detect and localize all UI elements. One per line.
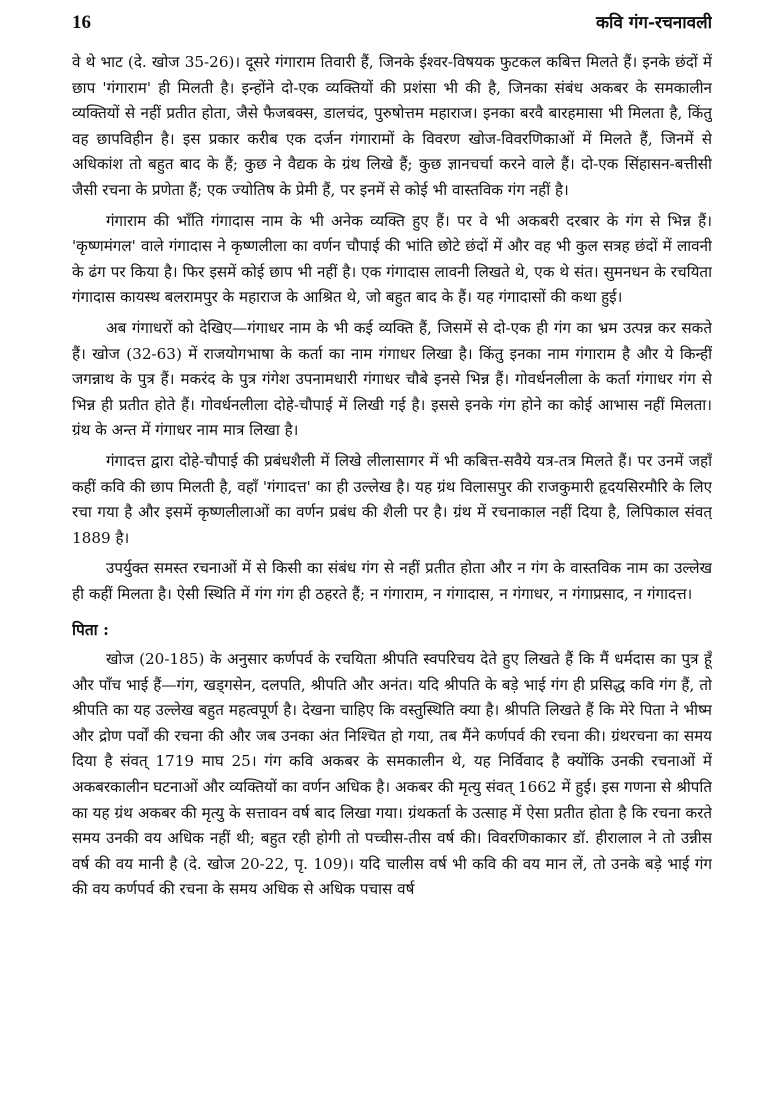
paragraph-gangadhar: अब गंगाधरों को देखिए—गंगाधर नाम के भी कई व्यक्ति हैं, जिसमें से दो-एक ही गंग का भ्रम उत्पन्न कर सकते हैं। खोज (32-63) में राजयोगभाषा के कर्ता का नाम गंगाधर लिखा है। किंतु इनका नाम गंगाराम है और ये किन्हीं जगन्नाथ के पुत्र हैं। मकरंद के पुत्र गंगेश उपनामधारी गंगाधर चौबे इनसे भिन्न हैं। गोवर्धनलीला के कर्ता गंगाधर गंग से भिन्न ही प्रतीत होते हैं। गोवर्धनलीला दोहे-चौपाई में लिखी गई है। इससे इनके गंग होने का कोई आभास नहीं मिलता। ग्रंथ के अन्त में गंगाधर नाम मात्र लिखा है। — [72, 318, 712, 440]
paragraph-gangadatt: गंगादत्त द्वारा दोहे-चौपाई की प्रबंधशैली में लिखे लीलासागर में भी कबित्त-सवैये यत्र-तत्र मिलते हैं। पर उनमें जहाँ कहीं कवि की छाप मिलती है, वहाँ 'गंगादत्त' का ही उल्लेख है। यह ग्रंथ विलासपुर की राजकुमारी हृदयसिरमौरि के लिए रचा गया है और इसमें कृष्णलीलाओं का वर्णन प्रबंध की शैली पर है। ग्रंथ में रचनाकाल नहीं दिया है, लिपिकाल संवत् 1889 है। — [72, 451, 712, 547]
paragraph-conclusion: उपर्युक्त समस्त रचनाओं में से किसी का संबंध गंग से नहीं प्रतीत होता और न गंग के वास्तविक नाम का उल्लेख ही कहीं मिलता है। ऐसी स्थिति में गंग गंग ही ठहरते हैं; न गंगाराम, न गंगादास, न गंगाधर, न गंगाप्रसाद, न गंगादत्त। — [72, 559, 712, 603]
book-title: कवि गंग-रचनावली — [596, 13, 712, 33]
paragraph-gangaram: वे थे भाट (दे. खोज 35-26)। दूसरे गंगाराम तिवारी हैं, जिनके ईश्वर-विषयक फुटकल कबित्त मिलते हैं। इनके छंदों में छाप 'गंगाराम' ही मिलती है। इन्होंने दो-एक व्यक्तियों की प्रशंसा भी की है, जिनका संबंध अकबर के समकालीन व्यक्तियों से नहीं प्रतीत होता, जैसे फैजबक्स, डालचंद, पुरुषोत्तम महाराज। इनका बरवै बारहमासा भी मिलता है, किंतु वह छापविहीन है। इस प्रकार करीब एक दर्जन गंगारामों के विवरण खोज-विवरणिकाओं में मिलते हैं, जिनमें से अधिकांश तो बहुत बाद के हैं; कुछ ने वैद्यक के ग्रंथ लिखे हैं; कुछ ज्ञानचर्चा करने वाले हैं। दो-एक सिंहासन-बत्तीसी जैसी रचना के प्रणेता हैं; एक ज्योतिष के प्रेमी हैं, पर इनमें से कोई भी वास्तविक गंग नहीं है। — [72, 53, 712, 199]
book-page — [72, 10, 712, 1100]
body-text — [72, 50, 712, 903]
paragraph-father: खोज (20-185) के अनुसार कर्णपर्व के रचयिता श्रीपति स्वपरिचय देते हुए लिखते हैं कि मैं धर्मदास का पुत्र हूँ और पाँच भाई हैं—गंग, खड्गसेन, दलपति, श्रीपति और अनंत। यदि श्रीपति के बड़े भाई गंग ही प्रसिद्ध कवि गंग हैं, तो श्रीपति का यह उल्लेख बहुत महत्वपूर्ण है। देखना चाहिए कि वस्तुस्थिति क्या है। श्रीपति लिखते हैं कि मेरे पिता ने भीष्म और द्रोण पर्वों की रचना की और जब उनका अंत निश्चित हो गया, तब मैंने कर्णपर्व की रचना की। ग्रंथरचना का समय दिया है संवत् 1719 माघ 25। गंग कवि अकबर के समकालीन थे, यह निर्विवाद है क्योंकि उनकी रचनाओं में अकबरकालीन घटनाओं और व्यक्तियों का वर्णन अधिक है। अकबर की मृत्यु संवत् 1662 में हुई। इस गणना से श्रीपति का यह ग्रंथ अकबर की मृत्यु के सत्तावन वर्ष बाद लिखा गया। ग्रंथकर्ता के उत्साह में ऐसा प्रतीत होता है कि रचना करते समय उनकी वय अधिक नहीं थी; बहुत रही होगी तो पच्चीस-तीस वर्ष की। विवरणिकाकार डॉ. हीरालाल ने तो उन्नीस वर्ष की वय मानी है (दे. खोज 20-22, पृ. 109)। यदि चालीस वर्ष भी कवि की वय मान लें, तो उनके बड़े भाई गंग की वय कर्णपर्व की रचना के समय अधिक से अधिक पचास वर्ष — [72, 650, 712, 899]
paragraph-gangadas: गंगाराम की भाँति गंगादास नाम के भी अनेक व्यक्ति हुए हैं। पर वे भी अकबरी दरबार के गंग से भिन्न हैं। 'कृष्णमंगल' वाले गंगादास ने कृष्णलीला का वर्णन चौपाई की भांति छोटे छंदों में और वह भी कुल सत्रह छंदों में लावनी के ढंग पर किया है। फिर इसमें कोई छाप भी नहीं है। एक गंगादास लावनी लिखते थे, एक थे संत। सुमनधन के रचयिता गंगादास कायस्थ बलरामपुर के महाराज के आश्रित थे, जो बहुत बाद के हैं। यह गंगादासों की कथा हुई। — [72, 211, 712, 307]
page-number: 16 — [72, 12, 91, 33]
running-head — [72, 10, 712, 50]
section-heading-father: पिता : — [72, 620, 109, 640]
